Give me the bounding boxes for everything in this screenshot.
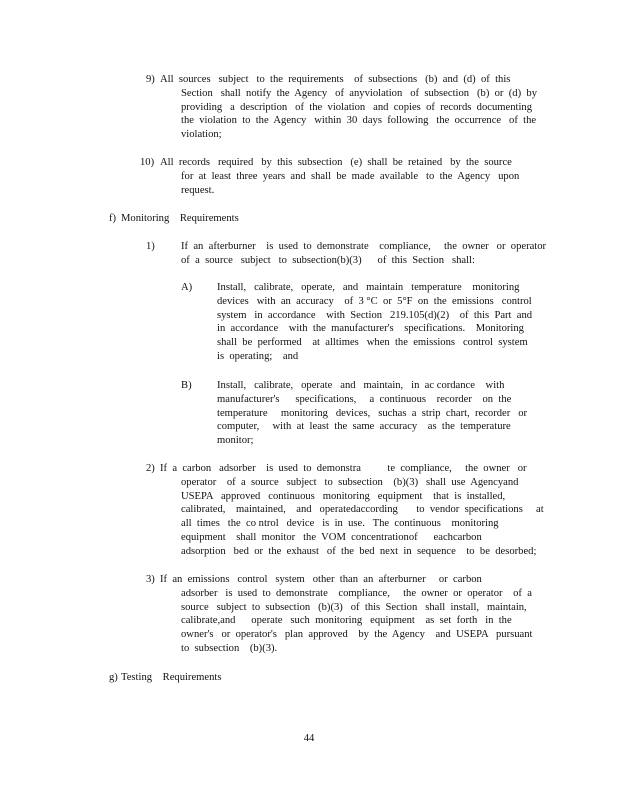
item-fA-text: Install, calibrate, operate, and maintain temperature monitoring devices with an accuracy of 3 °C or 5°F on the emissions control system in accordance with Section 219.105(d)(2) of this Part and in accordance with the manufacturer's specifications. Monitoring shall be performed at alltimes when the emissions control system is operating; and — [217, 282, 533, 362]
item-9-label: 9) — [146, 74, 155, 85]
section-f-title: Monitoring Requirements — [121, 213, 239, 224]
item-f3-label: 3) — [146, 574, 155, 585]
section-g-label: g) — [109, 672, 118, 683]
item-fA-label: A) — [181, 282, 193, 293]
item-9-continuation: Section shall notify the Agency of anyviolation of subsection (b) or (d) by providing a description of the violation and copies of records documenting the violation to the Agency within 30 days following the occurrence of the violation; — [181, 87, 538, 141]
item-f1-text: If an afterburner is used to demonstrate compliance, the owner or operator of a source subject to subsection(b)(3) of this Section shall: — [181, 241, 547, 266]
item-fB-label: B) — [181, 380, 192, 391]
section-g-title: Testing Requirements — [121, 672, 222, 683]
item-f2-first-line: If a carbon adsorber is used to demonstra te compliance, the owner or — [160, 463, 527, 474]
section-f-label: f) — [109, 213, 117, 224]
item-f3-first-line: If an emissions control system other than an afterburner or carbon — [160, 574, 482, 585]
item-f1-label: 1) — [146, 241, 155, 252]
item-f3-continuation: adsorber is used to demonstrate compliance, the owner or operator of a source subject to subsection (b)(3) of this Section shall install, maintain, calibrate,and operate such monitoring equipment as set forth in the owner's or operator's plan approved by the Agency and USEPA pursuant to subsection (b)(3). — [181, 587, 533, 654]
page-number: 44 — [303, 733, 315, 744]
item-9-first-line: All sources subject to the requirements of subsections (b) and (d) of this — [160, 74, 511, 85]
item-10-continuation: for at least three years and shall be made available to the Agency upon request. — [181, 170, 520, 196]
item-fB-text: Install, calibrate, operate and maintain, in ac cordance with manufacturer's specifications, a continuous recorder on the temperature monitoring devices, suchas a strip chart, recorder or computer, with at least the same accuracy as the temperature monitor; — [217, 380, 528, 447]
item-f2-label: 2) — [146, 463, 155, 474]
item-10-label: 10) — [140, 157, 155, 168]
item-10-first-line: All records required by this subsection (e) shall be retained by the source — [160, 157, 512, 168]
item-f2-continuation: operator of a source subject to subsection (b)(3) shall use Agencyand USEPA approved continuous monitoring equipment that is installed, calibrated, maintained, and operatedaccording to vendor specifications at all times the co ntrol device is in use. The continuous monitoring equipment shall monitor the VOM concentrationof eachcarbon adsorption bed or the exhaust of the bed next in sequence to be desorbed; — [181, 476, 544, 557]
